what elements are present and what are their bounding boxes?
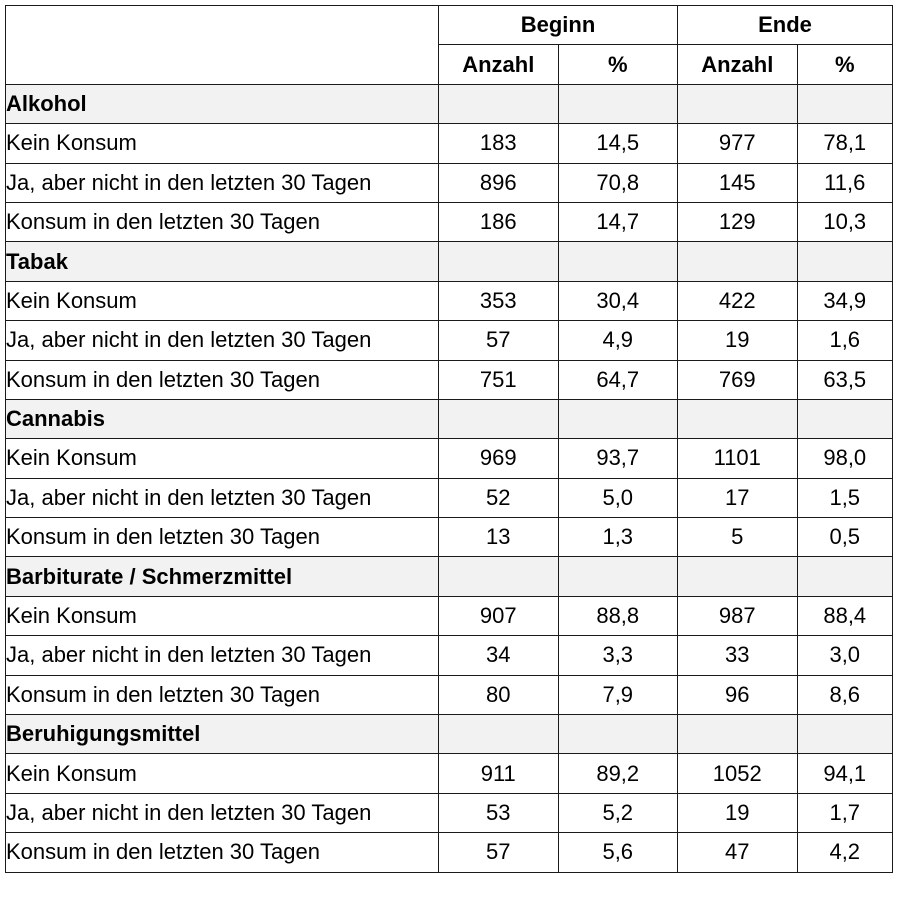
- section-row: [6, 399, 893, 438]
- ende-anzahl-cell: 145: [678, 163, 798, 202]
- section-empty-cell: [678, 399, 798, 438]
- ende-anzahl-cell: 129: [678, 202, 798, 241]
- row-label: Kein Konsum: [6, 596, 439, 635]
- table-row: [6, 163, 893, 202]
- section-empty-cell: [558, 557, 678, 596]
- ende-anzahl-cell: 977: [678, 124, 798, 163]
- table-row: [6, 281, 893, 320]
- section-empty-cell: [439, 399, 559, 438]
- section-row: [6, 84, 893, 123]
- section-title: Tabak: [6, 242, 439, 281]
- beginn-percent-cell: 1,3: [558, 518, 678, 557]
- ende-percent-cell: 98,0: [797, 439, 893, 478]
- row-label: Konsum in den letzten 30 Tagen: [6, 518, 439, 557]
- header-group-row: [6, 6, 893, 45]
- ende-percent-cell: 1,6: [797, 321, 893, 360]
- table-header: [6, 6, 893, 85]
- section-empty-cell: [558, 242, 678, 281]
- beginn-anzahl-cell: 896: [439, 163, 559, 202]
- beginn-anzahl-cell: 52: [439, 478, 559, 517]
- header-ende-anzahl: Anzahl: [678, 45, 798, 84]
- section-row: [6, 242, 893, 281]
- table-row: [6, 478, 893, 517]
- row-label: Ja, aber nicht in den letzten 30 Tagen: [6, 793, 439, 832]
- ende-anzahl-cell: 96: [678, 675, 798, 714]
- section-title: Beruhigungsmittel: [6, 715, 439, 754]
- section-empty-cell: [558, 84, 678, 123]
- ende-anzahl-cell: 987: [678, 596, 798, 635]
- beginn-anzahl-cell: 353: [439, 281, 559, 320]
- ende-anzahl-cell: 5: [678, 518, 798, 557]
- section-empty-cell: [439, 715, 559, 754]
- ende-percent-cell: 1,7: [797, 793, 893, 832]
- ende-percent-cell: 78,1: [797, 124, 893, 163]
- beginn-percent-cell: 64,7: [558, 360, 678, 399]
- section-empty-cell: [797, 399, 893, 438]
- section-empty-cell: [678, 242, 798, 281]
- ende-percent-cell: 11,6: [797, 163, 893, 202]
- ende-percent-cell: 10,3: [797, 202, 893, 241]
- section-empty-cell: [439, 242, 559, 281]
- table-row: [6, 321, 893, 360]
- beginn-percent-cell: 5,6: [558, 833, 678, 872]
- row-label: Konsum in den letzten 30 Tagen: [6, 202, 439, 241]
- beginn-anzahl-cell: 80: [439, 675, 559, 714]
- beginn-percent-cell: 88,8: [558, 596, 678, 635]
- ende-anzahl-cell: 1052: [678, 754, 798, 793]
- section-row: [6, 557, 893, 596]
- beginn-percent-cell: 5,0: [558, 478, 678, 517]
- ende-percent-cell: 0,5: [797, 518, 893, 557]
- table-row: [6, 124, 893, 163]
- beginn-anzahl-cell: 907: [439, 596, 559, 635]
- row-label: Kein Konsum: [6, 754, 439, 793]
- header-group-beginn: Beginn: [439, 6, 678, 45]
- ende-anzahl-cell: 17: [678, 478, 798, 517]
- row-label: Ja, aber nicht in den letzten 30 Tagen: [6, 163, 439, 202]
- header-ende-percent: %: [797, 45, 893, 84]
- row-label: Kein Konsum: [6, 439, 439, 478]
- beginn-percent-cell: 5,2: [558, 793, 678, 832]
- section-row: [6, 715, 893, 754]
- row-label: Ja, aber nicht in den letzten 30 Tagen: [6, 321, 439, 360]
- beginn-percent-cell: 14,7: [558, 202, 678, 241]
- beginn-anzahl-cell: 53: [439, 793, 559, 832]
- table-row: [6, 202, 893, 241]
- row-label: Kein Konsum: [6, 281, 439, 320]
- ende-anzahl-cell: 769: [678, 360, 798, 399]
- row-label: Kein Konsum: [6, 124, 439, 163]
- beginn-anzahl-cell: 186: [439, 202, 559, 241]
- section-title: Alkohol: [6, 84, 439, 123]
- ende-percent-cell: 4,2: [797, 833, 893, 872]
- section-empty-cell: [558, 399, 678, 438]
- section-empty-cell: [797, 715, 893, 754]
- beginn-percent-cell: 89,2: [558, 754, 678, 793]
- beginn-percent-cell: 70,8: [558, 163, 678, 202]
- beginn-anzahl-cell: 57: [439, 321, 559, 360]
- header-beginn-anzahl: Anzahl: [439, 45, 559, 84]
- ende-anzahl-cell: 19: [678, 793, 798, 832]
- ende-anzahl-cell: 47: [678, 833, 798, 872]
- beginn-percent-cell: 7,9: [558, 675, 678, 714]
- section-empty-cell: [439, 84, 559, 123]
- beginn-percent-cell: 4,9: [558, 321, 678, 360]
- beginn-anzahl-cell: 57: [439, 833, 559, 872]
- section-empty-cell: [678, 84, 798, 123]
- beginn-anzahl-cell: 34: [439, 636, 559, 675]
- row-label: Konsum in den letzten 30 Tagen: [6, 360, 439, 399]
- beginn-anzahl-cell: 969: [439, 439, 559, 478]
- row-label: Konsum in den letzten 30 Tagen: [6, 675, 439, 714]
- table-row: [6, 596, 893, 635]
- ende-percent-cell: 8,6: [797, 675, 893, 714]
- header-group-ende: Ende: [678, 6, 893, 45]
- ende-percent-cell: 94,1: [797, 754, 893, 793]
- table-row: [6, 833, 893, 872]
- row-label: Ja, aber nicht in den letzten 30 Tagen: [6, 478, 439, 517]
- ende-percent-cell: 1,5: [797, 478, 893, 517]
- header-beginn-percent: %: [558, 45, 678, 84]
- beginn-anzahl-cell: 13: [439, 518, 559, 557]
- section-title: Barbiturate / Schmerzmittel: [6, 557, 439, 596]
- ende-percent-cell: 34,9: [797, 281, 893, 320]
- ende-percent-cell: 63,5: [797, 360, 893, 399]
- table-row: [6, 518, 893, 557]
- section-empty-cell: [797, 84, 893, 123]
- table-row: [6, 439, 893, 478]
- table-body: [6, 84, 893, 872]
- beginn-anzahl-cell: 751: [439, 360, 559, 399]
- ende-percent-cell: 88,4: [797, 596, 893, 635]
- table-row: [6, 793, 893, 832]
- row-label: Ja, aber nicht in den letzten 30 Tagen: [6, 636, 439, 675]
- header-empty-cell: [6, 6, 439, 85]
- beginn-percent-cell: 93,7: [558, 439, 678, 478]
- ende-anzahl-cell: 422: [678, 281, 798, 320]
- beginn-anzahl-cell: 183: [439, 124, 559, 163]
- section-empty-cell: [797, 557, 893, 596]
- ende-anzahl-cell: 19: [678, 321, 798, 360]
- row-label: Konsum in den letzten 30 Tagen: [6, 833, 439, 872]
- beginn-percent-cell: 30,4: [558, 281, 678, 320]
- section-title: Cannabis: [6, 399, 439, 438]
- section-empty-cell: [439, 557, 559, 596]
- ende-anzahl-cell: 33: [678, 636, 798, 675]
- beginn-percent-cell: 3,3: [558, 636, 678, 675]
- table-row: [6, 675, 893, 714]
- beginn-anzahl-cell: 911: [439, 754, 559, 793]
- section-empty-cell: [678, 715, 798, 754]
- substance-use-table: [5, 5, 893, 873]
- section-empty-cell: [678, 557, 798, 596]
- table-row: [6, 754, 893, 793]
- beginn-percent-cell: 14,5: [558, 124, 678, 163]
- ende-percent-cell: 3,0: [797, 636, 893, 675]
- section-empty-cell: [797, 242, 893, 281]
- section-empty-cell: [558, 715, 678, 754]
- table-row: [6, 636, 893, 675]
- ende-anzahl-cell: 1101: [678, 439, 798, 478]
- table-row: [6, 360, 893, 399]
